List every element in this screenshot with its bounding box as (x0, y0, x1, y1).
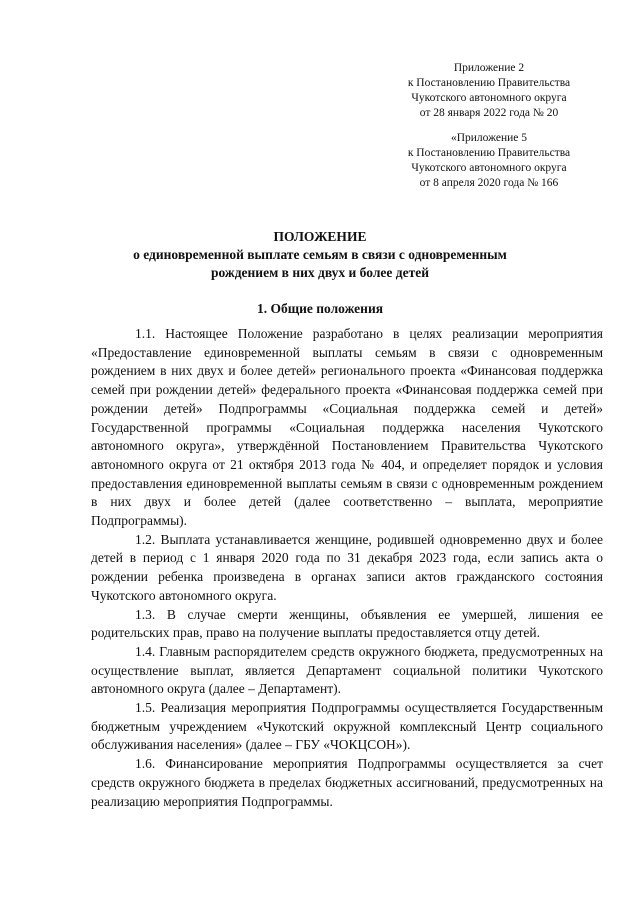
appendix-1-line-3: Чукотского автономного округа (411, 92, 567, 104)
appendix-header-2 (374, 131, 604, 191)
document-title (60, 228, 580, 282)
document-title-line-2: о единовременной выплате семьям в связи с одновременным (133, 247, 507, 262)
section-body (91, 325, 603, 811)
appendix-1-line-2: к Постановлению Правительства (407, 77, 571, 89)
document-title-main: ПОЛОЖЕНИЕ (273, 229, 367, 244)
paragraph-1-3: 1.3. В случае смерти женщины, объявления ее умершей, лишения ее родительских прав, право на получение выплаты предоставляется отцу детей. (91, 606, 603, 641)
appendix-2-line-1: «Приложение 5 (450, 132, 528, 144)
appendix-header-1 (374, 61, 604, 121)
appendix-2-line-3: Чукотского автономного округа (411, 162, 567, 174)
section-heading: 1. Общие положения (256, 301, 384, 316)
appendix-1-line-1: Приложение 2 (453, 62, 525, 74)
paragraph-1-1: 1.1. Настоящее Положение разработано в целях реализации мероприятия «Предоставление единовременной выплаты семьям в связи с одновременным рождением в них двух и более детей» регионального проекта «Финансовая поддержка семей при рождении детей» федерального проекта «Финансовая поддержка семей при рождении детей» Подпрограммы «Социальная поддержка семей и детей» Государственной программы «Социальная поддержка населения Чукотского автономного округа», утверждённой Постановлением Правительства Чукотского автономного округа от 21 октября 2013 года № 404, и определяет порядок и условия предоставления единовременной выплаты семьям в связи с одновременным рождением в них двух и более детей (далее соответственно – выплата, мероприятие Подпрограммы). (91, 326, 603, 529)
paragraph-1-6: 1.6. Финансирование мероприятия Подпрограммы осуществляется за счет средств окружного бюджета в пределах бюджетных ассигнований, предусмотренных на реализацию мероприятия Подпрограммы. (91, 756, 603, 809)
appendix-2-line-4: от 8 апреля 2020 года № 166 (419, 177, 559, 189)
paragraph-1-2: 1.2. Выплата устанавливается женщине, родившей одновременно двух и более детей в период с 1 января 2020 года по 31 декабря 2023 года, если запись акта о рождении ребенка произведена в органах записи актов гражданского состояния Чукотского автономного округа. (91, 531, 603, 603)
appendix-1-line-4: от 28 января 2022 года № 20 (419, 107, 559, 119)
document-title-line-3: рождением в них двух и более детей (211, 265, 429, 280)
paragraph-1-4: 1.4. Главным распорядителем средств окружного бюджета, предусмотренных на осуществление выплат, является Департамент социальной политики Чукотского автономного округа (далее – Департамент). (91, 643, 603, 697)
paragraph-1-5: 1.5. Реализация мероприятия Подпрограммы осуществляется Государственным бюджетным учреждением «Чукотский окружной комплексный Центр социального обслуживания населения» (далее – ГБУ «ЧОКЦСОН»). (91, 700, 603, 753)
appendix-2-line-2: к Постановлению Правительства (407, 147, 571, 159)
